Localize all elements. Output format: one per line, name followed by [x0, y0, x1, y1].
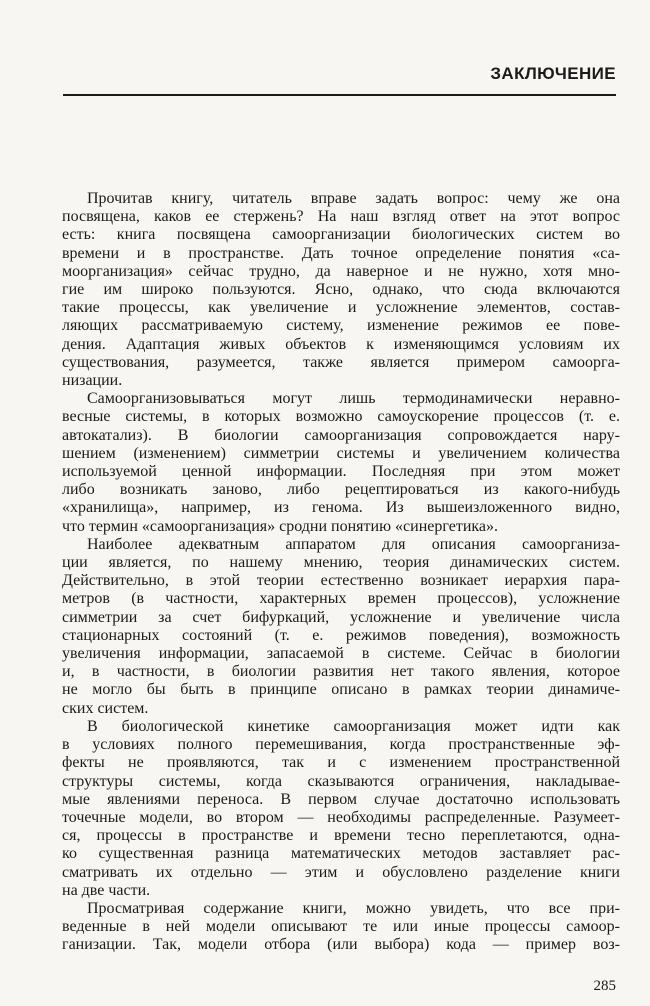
- paragraph: [62, 190, 620, 390]
- text-line: существования, разумеется, также является примером самоорга-: [62, 353, 620, 371]
- text-line: что термин «самоорганизация» сродни понятию «синергетика».: [62, 517, 499, 535]
- text-line: дения. Адаптация живых объектов к изменяющимся условиям их: [62, 335, 620, 353]
- text-line: такие процессы, как увеличение и усложнение элементов, состав-: [62, 299, 620, 317]
- text-line: посвящена, каков ее стержень? На наш взгляд ответ на этот вопрос: [62, 208, 620, 226]
- text-line: структуры системы, когда сказываются ограничения, накладывае-: [62, 772, 620, 790]
- header-rule: [63, 94, 616, 96]
- paragraph: [62, 390, 620, 536]
- chapter-title: ЗАКЛЮЧЕНИЕ: [490, 64, 616, 83]
- text-line: весные системы, в которых возможно самоускорение процессов (т. е.: [62, 408, 620, 426]
- text-line: ции является, по нашему мнению, теория динамических систем.: [62, 554, 620, 572]
- text-line: симметрии за счет бифуркаций, усложнение и увеличение числа: [62, 608, 620, 626]
- text-line: автокатализ). В биологии самоорганизация сопровождается нару-: [62, 426, 620, 444]
- text-line: точечные модели, во втором — необходимы распределенные. Разумеет-: [62, 808, 620, 826]
- text-line: низации.: [62, 372, 123, 390]
- text-line: Наиболее адекватным аппаратом для описания самоорганиза-: [87, 535, 620, 553]
- text-line: используемой ценной информации. Последняя при этом может: [62, 463, 620, 481]
- text-line: Просматривая содержание книги, можно увидеть, что все при-: [87, 899, 620, 917]
- text-line: ляющих рассматриваемую систему, изменение режимов ее пове-: [62, 317, 620, 335]
- text-line: есть: книга посвящена самоорганизации биологических систем во: [62, 226, 620, 244]
- text-line: мые явлениями переноса. В первом случае достаточно использовать: [62, 790, 620, 808]
- text-line: Самоорганизовываться могут лишь термодинамически неравно-: [87, 390, 620, 408]
- text-line: ко существенная разница математических методов заставляет рас-: [62, 845, 620, 863]
- text-line: «хранилища», например, из генома. Из вышеизложенного видно,: [62, 499, 620, 517]
- text-line: и, в частности, в биологии развития нет такого явления, которое: [62, 663, 620, 681]
- text-line: моорганизация» сейчас трудно, да наверное и не нужно, хотя мно-: [62, 262, 620, 280]
- text-line: не могло бы быть в принципе описано в рамках теории динамиче-: [62, 681, 620, 699]
- text-line: Прочитав книгу, читатель вправе задать вопрос: чему же она: [87, 190, 620, 207]
- text-line: шением (изменением) симметрии системы и увеличением количества: [62, 444, 620, 462]
- text-line: в условиях полного перемешивания, когда пространственные эф-: [62, 736, 620, 754]
- page-number: 285: [593, 978, 616, 994]
- text-line: В биологической кинетике самоорганизация может идти как: [87, 717, 620, 735]
- text-line: либо возникать заново, либо рецептироваться из какого-нибудь: [62, 481, 620, 499]
- text-line: ганизации. Так, модели отбора (или выбора) кода — пример воз-: [62, 936, 620, 954]
- text-line: сматривать их отдельно — этим и обусловлено разделение книги: [62, 863, 620, 881]
- text-line: стационарных состояний (т. е. режимов поведения), возможность: [62, 626, 620, 644]
- text-line: ся, процессы в пространстве и времени тесно переплетаются, одна-: [62, 827, 620, 845]
- paragraph: [62, 718, 620, 900]
- text-line: на две части.: [62, 881, 151, 899]
- text-line: увеличения информации, запасаемой в системе. Сейчас в биологии: [62, 645, 620, 663]
- text-line: веденные в ней модели описывают те или иные процессы самоор-: [62, 918, 620, 936]
- text-line: гие им широко пользуются. Ясно, однако, что сюда включаются: [62, 281, 620, 299]
- body-text: [62, 190, 620, 955]
- text-line: метров (в частности, характерных времен процессов), усложнение: [62, 590, 620, 608]
- text-line: Действительно, в этой теории естественно возникает иерархия пара-: [62, 572, 620, 590]
- text-line: фекты не проявляются, так и с изменением пространственной: [62, 754, 620, 772]
- text-line: ских систем.: [62, 699, 149, 717]
- paragraph: [62, 900, 620, 955]
- paragraph: [62, 536, 620, 718]
- text-line: времени и в пространстве. Дать точное определение понятия «са-: [62, 244, 620, 262]
